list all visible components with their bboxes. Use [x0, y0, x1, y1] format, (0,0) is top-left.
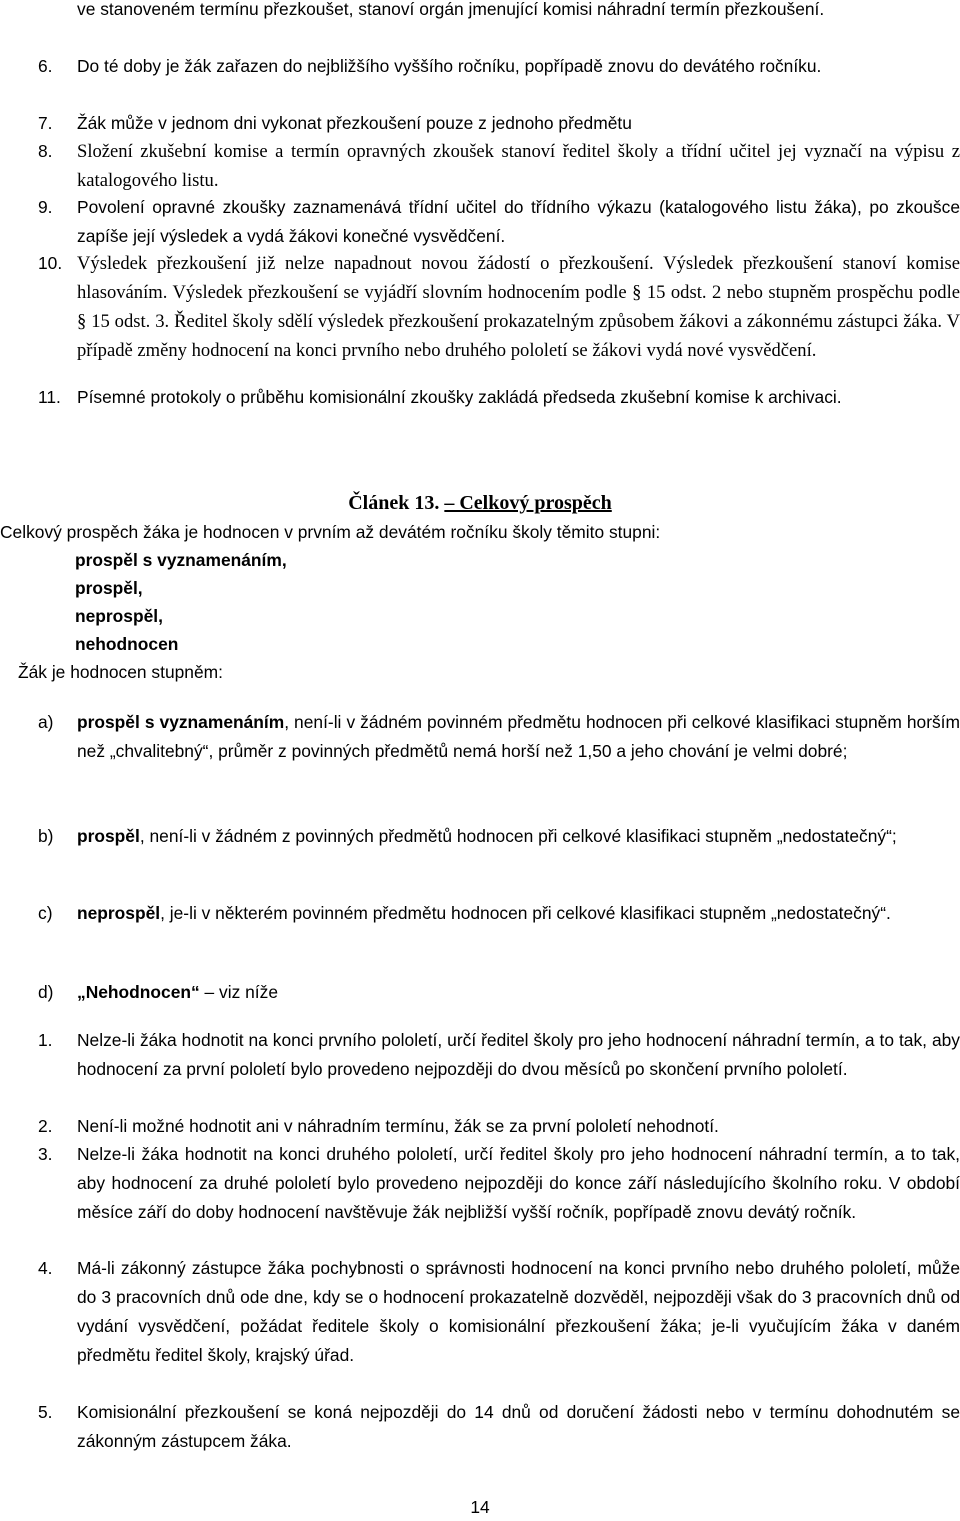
- grade-option: nehodnocen: [75, 634, 179, 654]
- article-number: Článek 13.: [348, 492, 445, 514]
- item-text: Výsledek přezkoušení již nelze napadnout novou žádostí o přezkoušení. Výsledek přezkoušení stanoví komise hlasováním. Výsledek přezkoušení se vyjádří slovním hodnocením podle § 15 odst. 2 nebo stupněm prospěchu podle § 15 odst. 3. Ředitel školy sdělí výsledek přezkoušení prokazatelným způsobem žákovi a zákonnému zástupci žáka. V případě změny hodnocení na konci prvního nebo druhého pololetí se žákovi vydá nové vysvědčení.: [77, 253, 960, 361]
- item-text: , je-li v některém povinném předmětu hodnocen při celkové klasifikaci stupněm „nedostatečný“.: [160, 903, 891, 923]
- item-letter: c): [38, 903, 53, 923]
- item-text: ve stanoveném termínu přezkoušet, stanoví orgán jmenující komisi náhradní termín přezkoušení.: [77, 0, 825, 19]
- article-title: – Celkový prospěch: [444, 492, 612, 514]
- item-number: 4.: [38, 1258, 53, 1278]
- grade-term: prospěl s vyznamenáním: [77, 712, 285, 732]
- item-number: 2.: [38, 1116, 53, 1136]
- item-text: – viz níže: [199, 982, 278, 1002]
- item-letter: a): [38, 712, 54, 732]
- item-text: Nelze-li žáka hodnotit na konci druhého pololetí, určí ředitel školy pro jeho hodnocení náhradní termín, a to tak, aby hodnocení za druhé pololetí bylo provedeno nejpozději do konce září následujícího školního roku. V období měsíce září do doby hodnocení navštěvuje žák nejbližší vyšší ročník, popřípadě znovu devátý ročník.: [77, 1144, 960, 1222]
- item-text: Povolení opravné zkoušky zaznamenává třídní učitel do třídního výkazu (katalogového listu žáka), po zkoušce zapíše její výsledek a vydá žákovi konečné vysvědčení.: [77, 197, 960, 246]
- item-text: Není-li možné hodnotit ani v náhradním termínu, žák se za první pololetí nehodnotí.: [77, 1116, 719, 1136]
- item-text: Má-li zákonný zástupce žáka pochybnosti o správnosti hodnocení na konci prvního nebo druhého pololetí, může do 3 pracovních dnů ode dne, kdy se o hodnocení prokazatelně dozvěděl, nejpozději však do 3 pracovních dnů od vydání vysvědčení, požádat ředitele školy o komisionální přezkoušení žáka; je-li vyučujícím žáka v daném předmětu ředitel školy, krajský úřad.: [77, 1258, 960, 1365]
- item-number: 7.: [38, 113, 53, 133]
- grade-option: neprospěl,: [75, 606, 163, 626]
- item-number: 1.: [38, 1030, 53, 1050]
- item-text: , není-li v žádném povinném předmětu hodnocen při celkové klasifikaci stupněm horším než „chvalitebný“, průměr z povinných předmětů nemá horší než 1,50 a jeho chování je velmi dobré;: [77, 712, 960, 761]
- grade-term: „Nehodnocen“: [77, 982, 200, 1002]
- grade-option: prospěl,: [75, 578, 143, 598]
- item-text: Nelze-li žáka hodnotit na konci prvního pololetí, určí ředitel školy pro jeho hodnocení náhradní termín, a to tak, aby hodnocení za první pololetí bylo provedeno nejpozději do dvou měsíců po skončení prvního pololetí.: [77, 1030, 960, 1079]
- item-number: 8.: [38, 141, 53, 161]
- intro-paragraph: Celkový prospěch žáka je hodnocen v prvním až devátém ročníku školy těmito stupni:: [0, 522, 661, 542]
- article-heading: [0, 488, 960, 518]
- item-number: 5.: [38, 1402, 53, 1422]
- item-letter: d): [38, 982, 54, 1002]
- item-text: Komisionální přezkoušení se koná nejpozději do 14 dnů od doručení žádosti nebo v termínu dohodnutém se zákonným zástupcem žáka.: [77, 1402, 960, 1451]
- item-number: 11.: [38, 387, 61, 407]
- item-number: 10.: [38, 253, 63, 273]
- grade-option: prospěl s vyznamenáním,: [75, 550, 287, 570]
- item-text: , není-li v žádném z povinných předmětů hodnocen při celkové klasifikaci stupněm „nedostatečný“;: [139, 826, 897, 846]
- page-number: 14: [470, 1497, 490, 1517]
- item-text: Písemné protokoly o průběhu komisionální zkoušky zakládá předseda zkušební komise k archivaci.: [77, 387, 842, 407]
- item-number: 9.: [38, 197, 53, 217]
- item-text: Do té doby je žák zařazen do nejbližšího vyššího ročníku, popřípadě znovu do devátého ročníku.: [77, 56, 822, 76]
- grade-term: neprospěl: [77, 903, 161, 923]
- item-text: Žák může v jednom dni vykonat přezkoušení pouze z jednoho předmětu: [77, 113, 632, 133]
- item-text: Složení zkušební komise a termín opravných zkoušek stanoví ředitel školy a třídní učitel jej vyznačí na výpisu z katalogového listu.: [77, 141, 960, 191]
- subheading: Žák je hodnocen stupněm:: [18, 662, 223, 682]
- item-number: 3.: [38, 1144, 53, 1164]
- item-number: 6.: [38, 56, 53, 76]
- grade-term: prospěl: [77, 826, 140, 846]
- item-letter: b): [38, 826, 54, 846]
